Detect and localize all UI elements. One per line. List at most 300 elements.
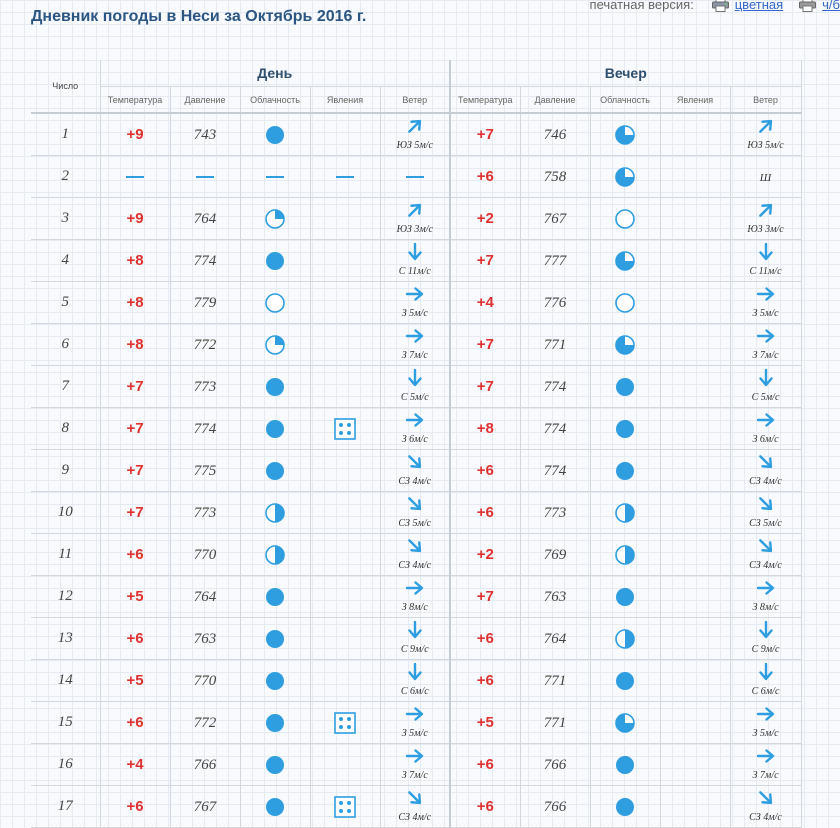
eve-cloudiness-cell bbox=[590, 408, 660, 450]
col-day-wind: Ветер bbox=[380, 87, 450, 114]
day-pressure-cell bbox=[170, 282, 240, 324]
wind-arrow-icon bbox=[731, 495, 801, 513]
day-cloudiness-cell bbox=[240, 156, 310, 198]
wind-label: З 7м/с bbox=[752, 770, 779, 781]
wind-arrow-icon bbox=[381, 789, 450, 807]
temperature-value: +7 bbox=[126, 503, 144, 521]
pressure-value: 764 bbox=[193, 210, 217, 227]
temperature-value: +8 bbox=[476, 419, 494, 437]
wind-arrow-icon bbox=[731, 117, 801, 135]
day-pressure-cell bbox=[170, 576, 240, 618]
day-number-cell bbox=[31, 240, 100, 282]
eve-pressure-cell bbox=[520, 702, 590, 744]
overcast-icon bbox=[591, 755, 660, 775]
half-cloudy-icon bbox=[591, 503, 660, 523]
temperature-value: +7 bbox=[126, 461, 144, 479]
day-number: 8 bbox=[61, 420, 69, 436]
day-wind-cell bbox=[380, 786, 450, 828]
day-wind-cell bbox=[380, 408, 450, 450]
col-day-phenomena: Явления bbox=[310, 87, 380, 114]
temperature-value: +4 bbox=[476, 293, 494, 311]
overcast-icon bbox=[241, 713, 310, 733]
wind-arrow-icon bbox=[731, 579, 801, 597]
eve-pressure-cell bbox=[520, 282, 590, 324]
pressure-value: 774 bbox=[193, 420, 217, 437]
wind-label: З 5м/с bbox=[401, 308, 428, 319]
day-temperature-cell bbox=[100, 324, 170, 366]
clear-sky-icon bbox=[241, 293, 310, 313]
wind-label: ЮЗ 3м/с bbox=[396, 224, 433, 235]
wind-label: СЗ 4м/с bbox=[749, 560, 782, 571]
overcast-icon bbox=[591, 671, 660, 691]
day-cloudiness-cell bbox=[240, 744, 310, 786]
temperature-value: +7 bbox=[126, 377, 144, 395]
mostly-cloudy-icon bbox=[591, 335, 660, 355]
day-phenomena-cell bbox=[310, 156, 380, 198]
wind-label: С 9м/с bbox=[400, 644, 429, 655]
eve-wind-cell bbox=[730, 282, 801, 324]
day-wind-cell bbox=[380, 702, 450, 744]
day-pressure-cell bbox=[170, 450, 240, 492]
wind-arrow-icon bbox=[381, 285, 450, 303]
print-version-bar bbox=[590, 0, 840, 12]
day-cloudiness-cell bbox=[240, 282, 310, 324]
wind-arrow-icon bbox=[381, 579, 450, 597]
eve-pressure-cell bbox=[520, 618, 590, 660]
eve-phenomena-cell bbox=[660, 408, 730, 450]
eve-wind-cell bbox=[730, 408, 801, 450]
eve-temperature-cell bbox=[450, 198, 520, 240]
day-temperature-cell bbox=[100, 282, 170, 324]
day-wind-cell bbox=[380, 744, 450, 786]
day-pressure-cell bbox=[170, 786, 240, 828]
temperature-value: +6 bbox=[476, 755, 494, 773]
day-pressure-cell bbox=[170, 534, 240, 576]
half-cloudy-icon bbox=[241, 503, 310, 523]
eve-temperature-cell bbox=[450, 408, 520, 450]
overcast-icon bbox=[241, 125, 310, 145]
day-number: 4 bbox=[61, 252, 69, 268]
eve-pressure-cell bbox=[520, 576, 590, 618]
wind-label: С 6м/с bbox=[400, 686, 429, 697]
eve-cloudiness-cell bbox=[590, 576, 660, 618]
eve-wind-cell bbox=[730, 450, 801, 492]
day-phenomena-cell bbox=[310, 324, 380, 366]
day-cloudiness-cell bbox=[240, 366, 310, 408]
eve-temperature-cell bbox=[450, 156, 520, 198]
eve-wind-cell bbox=[730, 534, 801, 576]
temperature-value: +2 bbox=[476, 209, 494, 227]
eve-temperature-cell bbox=[450, 113, 520, 156]
eve-pressure-cell bbox=[520, 198, 590, 240]
day-number: 2 bbox=[61, 168, 69, 184]
table-row bbox=[31, 282, 801, 324]
rain-icon bbox=[311, 712, 380, 734]
eve-pressure-cell bbox=[520, 660, 590, 702]
temperature-value: +5 bbox=[126, 587, 144, 605]
wind-arrow-icon bbox=[381, 663, 450, 681]
day-number: 9 bbox=[61, 462, 69, 478]
day-number: 7 bbox=[61, 378, 69, 394]
pressure-value: 772 bbox=[193, 336, 217, 353]
day-cloudiness-cell bbox=[240, 492, 310, 534]
pressure-value: 776 bbox=[543, 294, 567, 311]
table-row bbox=[31, 113, 801, 156]
day-cloudiness-cell bbox=[240, 702, 310, 744]
no-data-dash bbox=[336, 176, 354, 178]
day-number-cell bbox=[31, 324, 100, 366]
overcast-icon bbox=[241, 629, 310, 649]
col-day-temperature: Температура bbox=[100, 87, 170, 114]
wind-arrow-icon bbox=[731, 789, 801, 807]
day-number-cell bbox=[31, 618, 100, 660]
pressure-value: 770 bbox=[193, 672, 217, 689]
day-number-cell bbox=[31, 156, 100, 198]
day-wind-cell bbox=[380, 198, 450, 240]
temperature-value: +7 bbox=[476, 125, 494, 143]
eve-wind-cell bbox=[730, 324, 801, 366]
day-temperature-cell bbox=[100, 786, 170, 828]
eve-wind-cell bbox=[730, 660, 801, 702]
wind-arrow-icon bbox=[731, 453, 801, 471]
day-cloudiness-cell bbox=[240, 786, 310, 828]
eve-wind-cell bbox=[730, 366, 801, 408]
day-temperature-cell bbox=[100, 113, 170, 156]
day-cloudiness-cell bbox=[240, 618, 310, 660]
table-row bbox=[31, 450, 801, 492]
col-eve-temperature: Температура bbox=[450, 87, 520, 114]
day-number: 14 bbox=[57, 672, 73, 688]
day-temperature-cell bbox=[100, 702, 170, 744]
pressure-value: 773 bbox=[543, 504, 567, 521]
pressure-value: 773 bbox=[193, 504, 217, 521]
half-cloudy-icon bbox=[591, 545, 660, 565]
temperature-value: +9 bbox=[126, 209, 144, 227]
wind-arrow-icon bbox=[381, 411, 450, 429]
wind-arrow-icon bbox=[731, 201, 801, 219]
day-number-cell bbox=[31, 408, 100, 450]
eve-wind-cell bbox=[730, 702, 801, 744]
day-cloudiness-cell bbox=[240, 534, 310, 576]
eve-phenomena-cell bbox=[660, 534, 730, 576]
day-number-cell bbox=[31, 702, 100, 744]
no-data-dash bbox=[266, 176, 284, 178]
day-cloudiness-cell bbox=[240, 576, 310, 618]
pressure-value: 771 bbox=[543, 714, 567, 731]
eve-wind-cell bbox=[730, 198, 801, 240]
eve-temperature-cell bbox=[450, 786, 520, 828]
eve-phenomena-cell bbox=[660, 156, 730, 198]
day-phenomena-cell bbox=[310, 366, 380, 408]
no-data-dash bbox=[126, 176, 144, 178]
day-number: 1 bbox=[61, 126, 69, 142]
wind-label: СЗ 4м/с bbox=[749, 812, 782, 823]
printer-bw-icon[interactable] bbox=[799, 0, 816, 12]
table-row bbox=[31, 492, 801, 534]
day-number-cell bbox=[31, 534, 100, 576]
day-number: 16 bbox=[57, 756, 73, 772]
day-number-cell bbox=[31, 450, 100, 492]
day-cloudiness-cell bbox=[240, 324, 310, 366]
eve-temperature-cell bbox=[450, 366, 520, 408]
eve-phenomena-cell bbox=[660, 282, 730, 324]
day-cloudiness-cell bbox=[240, 198, 310, 240]
eve-pressure-cell bbox=[520, 408, 590, 450]
no-data-dash bbox=[406, 176, 424, 178]
half-cloudy-icon bbox=[591, 629, 660, 649]
day-number-cell bbox=[31, 282, 100, 324]
wind-arrow-icon bbox=[381, 201, 450, 219]
wind-arrow-icon bbox=[731, 369, 801, 387]
wind-label: СЗ 5м/с bbox=[749, 518, 782, 529]
wind-label: З 7м/с bbox=[401, 350, 428, 361]
temperature-value: +7 bbox=[476, 377, 494, 395]
wind-label: С 5м/с bbox=[751, 392, 780, 403]
eve-phenomena-cell bbox=[660, 660, 730, 702]
day-temperature-cell bbox=[100, 492, 170, 534]
eve-cloudiness-cell bbox=[590, 786, 660, 828]
pressure-value: 774 bbox=[543, 420, 567, 437]
wind-label: ЮЗ 5м/с bbox=[747, 140, 784, 151]
day-cloudiness-cell bbox=[240, 660, 310, 702]
temperature-value: +7 bbox=[476, 335, 494, 353]
temperature-value: +5 bbox=[476, 713, 494, 731]
day-number-cell bbox=[31, 198, 100, 240]
wind-label: С 5м/с bbox=[400, 392, 429, 403]
day-temperature-cell bbox=[100, 408, 170, 450]
overcast-icon bbox=[591, 419, 660, 439]
temperature-value: +6 bbox=[476, 167, 494, 185]
day-pressure-cell bbox=[170, 156, 240, 198]
wind-arrow-icon bbox=[731, 327, 801, 345]
eve-cloudiness-cell bbox=[590, 156, 660, 198]
overcast-icon bbox=[241, 251, 310, 271]
mostly-cloudy-icon bbox=[591, 125, 660, 145]
pressure-value: 743 bbox=[193, 126, 217, 143]
day-temperature-cell bbox=[100, 240, 170, 282]
day-number-cell bbox=[31, 366, 100, 408]
print-bw-link[interactable]: ч/б bbox=[822, 0, 840, 12]
wind-label: З 7м/с bbox=[401, 770, 428, 781]
wind-label: З 8м/с bbox=[401, 602, 428, 613]
wind-label: С 6м/с bbox=[751, 686, 780, 697]
day-number: 6 bbox=[61, 336, 69, 352]
eve-phenomena-cell bbox=[660, 786, 730, 828]
wind-arrow-icon bbox=[731, 285, 801, 303]
overcast-icon bbox=[241, 419, 310, 439]
eve-wind-cell bbox=[730, 492, 801, 534]
wind-label: СЗ 4м/с bbox=[398, 812, 432, 823]
day-number-cell bbox=[31, 660, 100, 702]
table-row bbox=[31, 156, 801, 198]
day-phenomena-cell bbox=[310, 702, 380, 744]
wind-arrow-icon bbox=[381, 537, 450, 555]
temperature-value: +9 bbox=[126, 125, 144, 143]
pressure-value: 764 bbox=[543, 630, 567, 647]
temperature-value: +6 bbox=[476, 629, 494, 647]
day-cloudiness-cell bbox=[240, 113, 310, 156]
day-cloudiness-cell bbox=[240, 240, 310, 282]
eve-phenomena-cell bbox=[660, 366, 730, 408]
day-wind-cell bbox=[380, 534, 450, 576]
eve-cloudiness-cell bbox=[590, 198, 660, 240]
col-eve-pressure: Давление bbox=[520, 87, 590, 114]
table-row bbox=[31, 576, 801, 618]
eve-temperature-cell bbox=[450, 240, 520, 282]
eve-wind-cell bbox=[730, 156, 801, 198]
day-phenomena-cell bbox=[310, 450, 380, 492]
wind-label: ЮЗ 5м/с bbox=[396, 140, 433, 151]
eve-pressure-cell bbox=[520, 534, 590, 576]
day-pressure-cell bbox=[170, 618, 240, 660]
day-number: 17 bbox=[57, 798, 73, 814]
page-title: Дневник погоды в Неси за Октябрь 2016 г. bbox=[31, 8, 367, 25]
pressure-value: 774 bbox=[543, 378, 567, 395]
pressure-value: 764 bbox=[193, 588, 217, 605]
eve-wind-cell bbox=[730, 618, 801, 660]
wind-arrow-icon bbox=[731, 411, 801, 429]
eve-cloudiness-cell bbox=[590, 113, 660, 156]
day-number: 10 bbox=[57, 504, 73, 520]
eve-cloudiness-cell bbox=[590, 366, 660, 408]
wind-arrow-icon bbox=[381, 705, 450, 723]
day-pressure-cell bbox=[170, 408, 240, 450]
wind-arrow-icon bbox=[731, 621, 801, 639]
overcast-icon bbox=[241, 461, 310, 481]
eve-temperature-cell bbox=[450, 450, 520, 492]
temperature-value: +6 bbox=[476, 461, 494, 479]
wind-arrow-icon bbox=[381, 621, 450, 639]
overcast-icon bbox=[241, 797, 310, 817]
day-wind-cell bbox=[380, 156, 450, 198]
day-wind-cell bbox=[380, 660, 450, 702]
overcast-icon bbox=[241, 755, 310, 775]
wind-label: З 5м/с bbox=[401, 728, 428, 739]
table-row bbox=[31, 660, 801, 702]
day-wind-cell bbox=[380, 450, 450, 492]
eve-phenomena-cell bbox=[660, 324, 730, 366]
pressure-value: 766 bbox=[543, 756, 567, 773]
eve-temperature-cell bbox=[450, 282, 520, 324]
day-number-cell bbox=[31, 492, 100, 534]
eve-cloudiness-cell bbox=[590, 324, 660, 366]
eve-cloudiness-cell bbox=[590, 534, 660, 576]
pressure-value: 774 bbox=[543, 462, 567, 479]
wind-arrow-icon bbox=[381, 495, 450, 513]
eve-wind-cell bbox=[730, 786, 801, 828]
pressure-value: 779 bbox=[193, 294, 217, 311]
eve-pressure-cell bbox=[520, 366, 590, 408]
wind-arrow-icon bbox=[731, 705, 801, 723]
temperature-value: +6 bbox=[476, 503, 494, 521]
day-temperature-cell bbox=[100, 156, 170, 198]
weather-diary-table bbox=[31, 60, 802, 828]
overcast-icon bbox=[241, 671, 310, 691]
pressure-value: 772 bbox=[193, 714, 217, 731]
mostly-cloudy-icon bbox=[591, 713, 660, 733]
pressure-value: 773 bbox=[193, 378, 217, 395]
wind-label: СЗ 4м/с bbox=[398, 560, 432, 571]
col-eve-phenomena: Явления bbox=[660, 87, 730, 114]
wind-label: З 7м/с bbox=[752, 350, 779, 361]
day-phenomena-cell bbox=[310, 576, 380, 618]
eve-phenomena-cell bbox=[660, 702, 730, 744]
day-number: 5 bbox=[61, 294, 69, 310]
eve-pressure-cell bbox=[520, 240, 590, 282]
eve-phenomena-cell bbox=[660, 198, 730, 240]
col-day-cloudiness: Облачность bbox=[240, 87, 310, 114]
eve-cloudiness-cell bbox=[590, 744, 660, 786]
temperature-value: +6 bbox=[476, 797, 494, 815]
pressure-value: 767 bbox=[543, 210, 567, 227]
temperature-value: +2 bbox=[476, 545, 494, 563]
eve-phenomena-cell bbox=[660, 450, 730, 492]
wind-label: З 6м/с bbox=[401, 434, 428, 445]
pressure-value: 770 bbox=[193, 546, 217, 563]
few-clouds-icon bbox=[241, 335, 310, 355]
day-temperature-cell bbox=[100, 618, 170, 660]
day-pressure-cell bbox=[170, 324, 240, 366]
eve-temperature-cell bbox=[450, 660, 520, 702]
printer-icon[interactable] bbox=[712, 0, 729, 12]
day-phenomena-cell bbox=[310, 198, 380, 240]
temperature-value: +7 bbox=[476, 251, 494, 269]
eve-pressure-cell bbox=[520, 113, 590, 156]
day-pressure-cell bbox=[170, 198, 240, 240]
day-number: 13 bbox=[57, 630, 73, 646]
wind-label: З 6м/с bbox=[752, 434, 779, 445]
day-phenomena-cell bbox=[310, 492, 380, 534]
wind-arrow-icon bbox=[731, 663, 801, 681]
day-number-cell bbox=[31, 113, 100, 156]
day-pressure-cell bbox=[170, 492, 240, 534]
overcast-icon bbox=[241, 587, 310, 607]
day-temperature-cell bbox=[100, 198, 170, 240]
day-cloudiness-cell bbox=[240, 408, 310, 450]
day-wind-cell bbox=[380, 282, 450, 324]
eve-phenomena-cell bbox=[660, 576, 730, 618]
day-phenomena-cell bbox=[310, 408, 380, 450]
pressure-value: 775 bbox=[193, 462, 217, 479]
pressure-value: 774 bbox=[193, 252, 217, 269]
overcast-icon bbox=[591, 377, 660, 397]
col-eve-wind: Ветер bbox=[730, 87, 801, 114]
wind-label: С 9м/с bbox=[751, 644, 780, 655]
wind-arrow-icon bbox=[381, 243, 450, 261]
header-num: Число bbox=[31, 60, 100, 113]
pressure-value: 771 bbox=[543, 336, 567, 353]
eve-phenomena-cell bbox=[660, 744, 730, 786]
overcast-icon bbox=[591, 461, 660, 481]
eve-pressure-cell bbox=[520, 786, 590, 828]
overcast-icon bbox=[591, 587, 660, 607]
pressure-value: 763 bbox=[543, 588, 567, 605]
eve-cloudiness-cell bbox=[590, 282, 660, 324]
table-row bbox=[31, 198, 801, 240]
table-row bbox=[31, 786, 801, 828]
table-row bbox=[31, 366, 801, 408]
wind-label: ЮЗ 3м/с bbox=[747, 224, 784, 235]
day-temperature-cell bbox=[100, 366, 170, 408]
wind-label: З 5м/с bbox=[752, 308, 779, 319]
day-number-cell bbox=[31, 786, 100, 828]
header-evening: Вечер bbox=[450, 60, 801, 87]
print-color-link[interactable]: цветная bbox=[734, 0, 784, 12]
pressure-value: 746 bbox=[543, 126, 567, 143]
day-number-cell bbox=[31, 744, 100, 786]
day-temperature-cell bbox=[100, 576, 170, 618]
eve-temperature-cell bbox=[450, 492, 520, 534]
